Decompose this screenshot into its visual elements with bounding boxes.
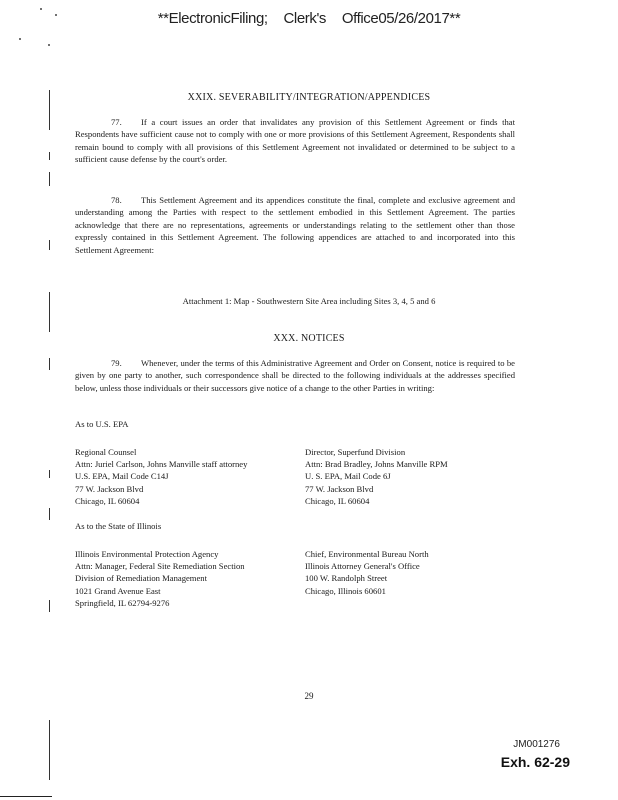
paragraph-79 <box>75 357 515 394</box>
margin-mark <box>49 470 50 478</box>
paragraph-78 <box>75 194 515 256</box>
attorney-general-address <box>305 548 429 597</box>
filing-label: **ElectronicFiling; <box>157 10 268 27</box>
margin-mark <box>49 600 50 612</box>
address-line: Attn: Manager, Federal Site Remediation Section <box>75 561 245 572</box>
scan-speck <box>40 8 42 10</box>
attachment-line: Attachment 1: Map - Southwestern Site Area including Sites 3, 4, 5 and 6 <box>182 296 436 306</box>
address-line: 77 W. Jackson Blvd <box>75 483 144 494</box>
state-of-illinois-label: As to the State of Illinois <box>75 521 162 531</box>
margin-rule <box>0 796 52 797</box>
margin-mark <box>49 172 50 186</box>
address-line: Regional Counsel <box>75 447 137 457</box>
address-line: Springfield, IL 62794-9276 <box>75 597 170 608</box>
office-date-label: Office05/26/2017** <box>341 10 461 27</box>
scan-speck <box>19 38 21 40</box>
address-line: 77 W. Jackson Blvd <box>305 483 374 494</box>
address-line: Chicago, IL 60604 <box>305 495 370 506</box>
address-line: U. S. EPA, Mail Code 6J <box>305 471 391 482</box>
illinois-epa-address <box>75 548 245 609</box>
paragraph-79-text: Whenever, under the terms of this Administrative Agreement and Order on Consent, notice is required to be given by one party to another, such correspondence shall be directed to the following individuals at the addresses specified below, unless those individuals or their successors give notice of a change to the other Parties in writing: <box>75 358 515 393</box>
paragraph-77-number: 77. <box>111 117 122 127</box>
scan-speck <box>48 44 50 46</box>
address-line: Chicago, IL 60604 <box>75 495 140 506</box>
paragraph-79-number: 79. <box>111 358 122 368</box>
paragraph-78-number: 78. <box>111 195 122 205</box>
epa-superfund-director-address <box>305 446 448 507</box>
section-30-heading: XXX. NOTICES <box>273 333 345 344</box>
clerk-label: Clerk's <box>283 10 327 27</box>
address-line: Division of Remediation Management <box>75 573 207 584</box>
section-29-heading: XXIX. SEVERABILITY/INTEGRATION/APPENDICES <box>187 92 431 103</box>
paragraph-77 <box>75 116 515 166</box>
page-number: 29 <box>304 691 314 701</box>
filing-banner <box>0 10 618 27</box>
address-line: 1021 Grand Avenue East <box>75 585 161 596</box>
us-epa-label: As to U.S. EPA <box>75 419 129 429</box>
address-line: Illinois Attorney General's Office <box>305 561 420 572</box>
address-line: 100 W. Randolph Street <box>305 573 388 584</box>
margin-mark <box>49 152 50 160</box>
address-line: Attn: Brad Bradley, Johns Manville RPM <box>305 459 448 470</box>
scan-speck <box>55 14 57 16</box>
address-line: Chief, Environmental Bureau North <box>305 549 429 559</box>
paragraph-77-text: If a court issues an order that invalidates any provision of this Settlement Agreement or finds that Respondents have sufficient cause not to comply with one or more provisions of this Settlement Agreement, Respondents shall remain bound to comply with all provisions of this Settlement Agreement not invalidated or determined to be subject to a sufficient cause defense by the court's order. <box>75 117 515 165</box>
bates-number: JM001276 <box>513 739 560 750</box>
margin-mark <box>49 720 50 780</box>
address-line: Attn: Juriel Carlson, Johns Manville staff attorney <box>75 459 248 470</box>
margin-mark <box>49 508 50 520</box>
address-line: Illinois Environmental Protection Agency <box>75 549 219 559</box>
exhibit-label: Exh. 62-29 <box>500 754 570 770</box>
margin-mark <box>49 240 50 250</box>
address-line: U.S. EPA, Mail Code C14J <box>75 471 169 482</box>
address-line: Director, Superfund Division <box>305 447 406 457</box>
epa-regional-counsel-address <box>75 446 247 507</box>
address-line: Chicago, Illinois 60601 <box>305 585 386 596</box>
paragraph-78-text: This Settlement Agreement and its appendices constitute the final, complete and exclusive agreement and understanding among the Parties with respect to the settlement embodied in this Settlement Agreement. The parties acknowledge that there are no representations, agreements or understandings relating to the settlement other than those expressly contained in this Settlement Agreement. The following appendices are attached to and incorporated into this Settlement Agreement: <box>75 195 515 255</box>
margin-mark <box>49 358 50 370</box>
